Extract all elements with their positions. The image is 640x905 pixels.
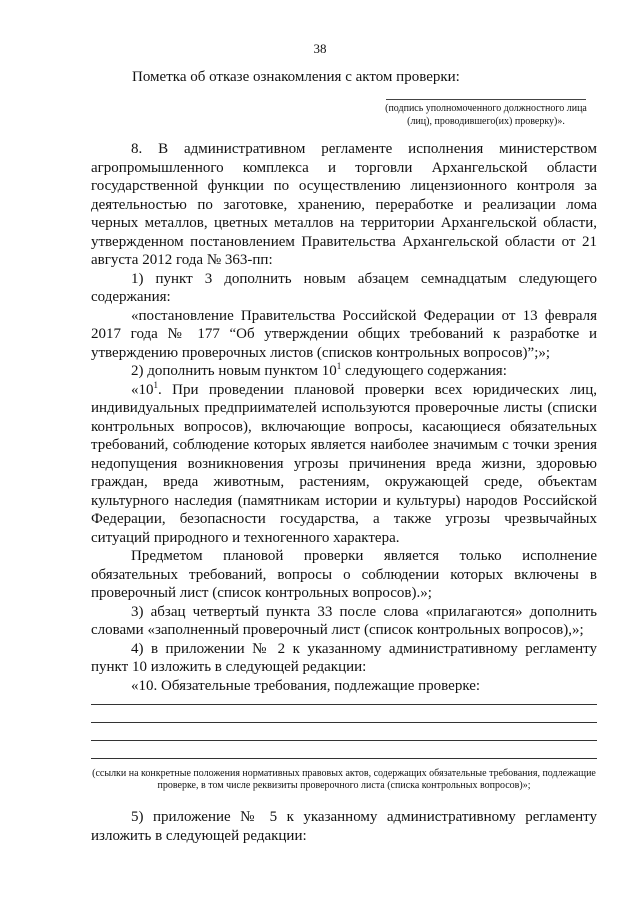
paragraph-subitem-3: 3) абзац четвертый пункта 33 после слова «прилагаются» дополнить словами «заполненный проверочный лист (список контрольных вопросов),»;: [91, 603, 597, 638]
reference-caption: (ссылки на конкретные положения нормативных правовых актов, содержащих обязательные требования, подлежащие проверке, в том числе реквизиты проверочного листа (списка контрольных вопросов)»;: [92, 768, 596, 791]
paragraph-subitem-2: [91, 362, 597, 381]
signature-line: [386, 99, 586, 100]
blank-line: [91, 704, 597, 705]
point-10-1-num: «10: [131, 381, 154, 398]
document-body: [91, 140, 597, 845]
page-number: 38: [313, 41, 327, 56]
superscript: 1: [336, 361, 342, 371]
paragraph-subitem-4: 4) в приложении № 2 к указанному административному регламенту пункт 10 изложить в следующей редакции:: [91, 640, 597, 675]
superscript: 1: [153, 379, 158, 390]
blank-line: [91, 758, 597, 759]
paragraph-point-10: «10. Обязательные требования, подлежащие проверке:: [131, 677, 481, 694]
paragraph-item-8: 8. В административном регламенте исполнения министерством агропромышленного комплекса и торговли Архангельской области государственной функции по осуществлению лицензионного контроля за деятельностью по заготовке, хранению, переработке и реализации лома черных металлов, цветных металлов на территории Архангельской области, утвержденном постановлением Правительства Архангельской области от 21 августа 2012 года № 363-пп:: [91, 141, 597, 268]
subitem-2-tail: следующего содержания:: [341, 363, 507, 379]
paragraph-point-10-1: [91, 381, 597, 548]
paragraph-planned-inspection: Предметом плановой проверки является только исполнение обязательных требований, вопросы о соблюдении которых включены в проверочный лист (список контрольных вопросов).»;: [91, 548, 597, 601]
refusal-note: Пометка об отказе ознакомления с актом проверки:: [132, 69, 460, 85]
signature-caption: (подпись уполномоченного должностного лица (лиц), проводившего(их) проверку)».: [385, 103, 587, 127]
paragraph-subitem-1: 1) пункт 3 дополнить новым абзацем семнадцатым следующего содержания:: [91, 270, 597, 305]
blank-line: [91, 740, 597, 741]
subitem-2-text: 2) дополнить новым пунктом 10: [131, 363, 337, 379]
blank-lines: [91, 704, 597, 759]
paragraph-quote-resolution: «постановление Правительства Российской Федерации от 13 февраля 2017 года № 177 “Об утверждении общих требований к разработке и утверждению проверочных листов (списков контрольных вопросов)”;»;: [91, 307, 597, 361]
blank-line: [91, 722, 597, 723]
paragraph-subitem-5: 5) приложение № 5 к указанному административному регламенту изложить в следующей редакции:: [91, 809, 597, 844]
point-10-1-text: . При проведении плановой проверки всех юридических лиц, индивидуальных предприимателей используются проверочные листы (списки контрольных вопросов), включающие вопросы, касающиеся обязательных требований, соблюдение которых является наиболее значимым с точки зрения недопущения возникновения угрозы причинения вреда жизни, здоровью граждан, вреда животным, растениям, окружающей среде, объектам культурного наследия (памятникам истории и культуры) народов Российской Федерации, безопасности государства, а также угрозы чрезвычайных ситуаций природного и техногенного характера.: [91, 381, 597, 546]
